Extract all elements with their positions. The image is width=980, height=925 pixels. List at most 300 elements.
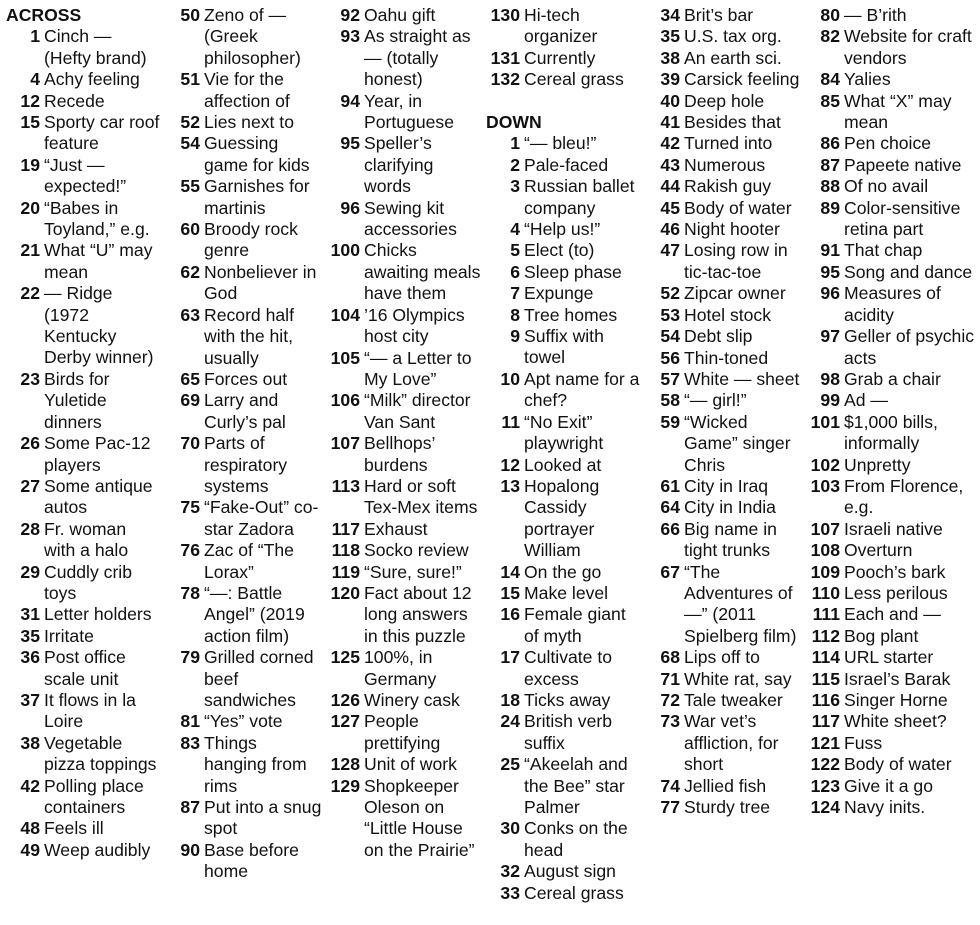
clue-number: 102 bbox=[810, 454, 840, 475]
clue-number: 85 bbox=[820, 90, 840, 111]
clue-number: 69 bbox=[180, 390, 200, 411]
clue-item bbox=[326, 711, 482, 754]
clue-number: 49 bbox=[20, 839, 40, 860]
clue-number: 54 bbox=[180, 133, 200, 154]
clue-text: Fact about 12 long answers in this puzzle bbox=[364, 582, 472, 646]
clue-text: Conks on the head bbox=[524, 818, 628, 860]
clue-item bbox=[326, 476, 482, 519]
clue-number: 110 bbox=[811, 582, 840, 603]
clue-number: 113 bbox=[331, 475, 360, 496]
clue-number: 4 bbox=[30, 69, 40, 90]
clue-number: 5 bbox=[510, 240, 520, 261]
clue-column-2 bbox=[166, 5, 322, 883]
clue-column-5 bbox=[646, 5, 806, 818]
clue-number: 129 bbox=[330, 775, 360, 796]
clue-text: — Ridge (1972 Kentucky Derby winner) bbox=[44, 283, 154, 368]
clue-number: 18 bbox=[500, 689, 520, 710]
clue-number: 82 bbox=[820, 26, 840, 47]
clue-text: Expunge bbox=[524, 283, 594, 304]
clue-number: 24 bbox=[500, 711, 520, 732]
clue-text: Navy inits. bbox=[844, 797, 926, 818]
clue-item bbox=[646, 647, 806, 668]
clue-number: 77 bbox=[660, 797, 680, 818]
clue-number: 64 bbox=[660, 497, 680, 518]
clue-item bbox=[166, 133, 322, 176]
clue-column-3 bbox=[326, 5, 482, 861]
clue-item bbox=[646, 797, 806, 818]
clue-item bbox=[486, 754, 642, 818]
clue-number: 91 bbox=[820, 240, 840, 261]
clue-text: Cuddly crib toys bbox=[44, 561, 133, 603]
clue-item bbox=[806, 26, 976, 69]
clue-number: 67 bbox=[660, 561, 680, 582]
clue-number: 41 bbox=[660, 112, 680, 133]
clue-text: Unit of work bbox=[364, 754, 457, 775]
clue-text: “Milk” director Van Sant bbox=[364, 390, 471, 432]
clue-item bbox=[6, 626, 162, 647]
clue-text: Grilled corned beef sandwiches bbox=[204, 647, 314, 710]
clue-text: Carsick feeling bbox=[684, 69, 800, 90]
clue-number: 11 bbox=[501, 411, 520, 432]
clue-text: Shopkeeper Oleson on “Little House on the Prairie” bbox=[364, 775, 475, 860]
clue-text: Weep audibly bbox=[44, 839, 151, 860]
clue-text: Zeno of — (Greek philosopher) bbox=[204, 5, 301, 68]
clue-item bbox=[646, 155, 806, 176]
clue-number: 36 bbox=[20, 647, 40, 668]
clue-number: 56 bbox=[660, 347, 680, 368]
clue-text: Papeete native bbox=[844, 154, 962, 175]
clue-text: Of no avail bbox=[844, 176, 929, 197]
clue-text: Besides that bbox=[684, 112, 781, 133]
clue-item bbox=[806, 711, 976, 732]
clue-number: 38 bbox=[20, 732, 40, 753]
clue-text: Polling place containers bbox=[44, 775, 144, 818]
clue-number: 88 bbox=[820, 176, 840, 197]
clue-text: Body of water bbox=[844, 754, 952, 775]
clue-item bbox=[806, 797, 976, 818]
clue-number: 30 bbox=[500, 818, 520, 839]
clue-number: 98 bbox=[820, 368, 840, 389]
clue-text: Female giant of myth bbox=[524, 604, 626, 646]
clue-text: City in India bbox=[684, 497, 776, 518]
clue-item bbox=[486, 219, 642, 240]
clue-text: Things hanging from rims bbox=[204, 732, 307, 796]
clue-number: 60 bbox=[180, 219, 200, 240]
clue-text: Exhaust bbox=[364, 518, 428, 539]
clue-item bbox=[486, 305, 642, 326]
clue-text: Some antique autos bbox=[44, 475, 153, 518]
clue-text: “No Exit” playwright bbox=[524, 411, 604, 454]
clue-item bbox=[646, 69, 806, 90]
clue-number: 115 bbox=[811, 668, 840, 689]
clue-number: 35 bbox=[20, 625, 40, 646]
clue-text: What “X” may mean bbox=[844, 90, 952, 133]
clue-text: Debt slip bbox=[684, 326, 753, 347]
clue-item bbox=[806, 5, 976, 26]
clue-number: 79 bbox=[180, 647, 200, 668]
clue-item bbox=[486, 283, 642, 304]
clue-text: Forces out bbox=[204, 368, 288, 389]
clue-item bbox=[806, 562, 976, 583]
clue-number: 21 bbox=[20, 240, 40, 261]
clue-item bbox=[486, 176, 642, 219]
clue-text: Night hooter bbox=[684, 219, 780, 240]
clue-item bbox=[646, 562, 806, 648]
clue-text: Song and dance bbox=[844, 261, 973, 282]
clue-number: 105 bbox=[330, 347, 360, 368]
clue-item bbox=[6, 433, 162, 476]
clue-item bbox=[646, 240, 806, 283]
clue-text: Feels ill bbox=[44, 818, 104, 839]
clue-text: Body of water bbox=[684, 197, 792, 218]
clue-number: 107 bbox=[330, 433, 360, 454]
clue-item bbox=[166, 369, 322, 390]
clue-number: 96 bbox=[820, 283, 840, 304]
clue-number: 108 bbox=[810, 540, 840, 561]
clue-number: 42 bbox=[660, 133, 680, 154]
clue-number: 87 bbox=[180, 797, 200, 818]
clue-number: 42 bbox=[20, 775, 40, 796]
clue-item bbox=[646, 133, 806, 154]
clue-item bbox=[646, 669, 806, 690]
clue-text: Cereal grass bbox=[524, 69, 624, 90]
clue-text: White sheet? bbox=[844, 711, 947, 732]
clue-number: 1 bbox=[30, 26, 40, 47]
clue-item bbox=[326, 754, 482, 775]
clue-number: 72 bbox=[660, 690, 680, 710]
clue-item bbox=[6, 240, 162, 283]
clue-item bbox=[806, 476, 976, 519]
clue-item bbox=[646, 26, 806, 47]
clue-item bbox=[646, 690, 806, 711]
clue-item bbox=[646, 497, 806, 518]
clue-text: Achy feeling bbox=[44, 69, 140, 90]
clue-item bbox=[806, 390, 976, 411]
clue-text: “Akeelah and the Bee” star Palmer bbox=[524, 754, 628, 817]
clue-item bbox=[166, 797, 322, 840]
clue-number: 54 bbox=[660, 326, 680, 347]
clue-number: 39 bbox=[660, 69, 680, 90]
clue-number: 37 bbox=[20, 689, 40, 710]
clue-item bbox=[486, 5, 642, 48]
clue-text: Speller’s clarifying words bbox=[364, 133, 434, 197]
clue-text: Cultivate to excess bbox=[524, 647, 613, 689]
clue-item bbox=[326, 647, 482, 690]
clue-item bbox=[6, 91, 162, 112]
clue-item bbox=[326, 390, 482, 433]
clue-number: 103 bbox=[810, 475, 840, 496]
clue-item bbox=[806, 176, 976, 197]
clue-item bbox=[6, 155, 162, 198]
clue-item bbox=[806, 604, 976, 625]
clue-number: 52 bbox=[180, 112, 200, 133]
clue-number: 15 bbox=[20, 112, 40, 133]
clue-item bbox=[806, 240, 976, 261]
clue-text: Suffix with towel bbox=[524, 326, 604, 368]
clue-number: 8 bbox=[510, 304, 520, 325]
clue-text: “— girl!” bbox=[684, 390, 747, 411]
clue-item bbox=[806, 733, 976, 754]
clue-text: Base before home bbox=[204, 839, 299, 882]
clue-number: 33 bbox=[500, 882, 520, 903]
clue-text: Sleep phase bbox=[524, 261, 622, 282]
clue-text: “Wicked Game” singer Chris bbox=[684, 411, 791, 475]
clue-item bbox=[166, 176, 322, 219]
clue-text: ’16 Olympics host city bbox=[364, 304, 465, 347]
clue-item bbox=[6, 283, 162, 369]
clue-item bbox=[166, 262, 322, 305]
clue-number: 17 bbox=[500, 647, 520, 668]
clue-item bbox=[806, 283, 976, 326]
clue-number: 114 bbox=[811, 647, 840, 668]
clue-text: Less perilous bbox=[844, 582, 948, 603]
clue-number: 99 bbox=[820, 390, 840, 411]
clue-number: 13 bbox=[500, 475, 520, 496]
clue-number: 12 bbox=[20, 90, 40, 111]
clue-number: 73 bbox=[660, 711, 680, 732]
clue-item bbox=[166, 390, 322, 433]
clue-item bbox=[326, 198, 482, 241]
clue-item bbox=[806, 412, 976, 455]
clue-item bbox=[646, 91, 806, 112]
clue-item bbox=[6, 818, 162, 839]
clue-text: Chicks awaiting meals have them bbox=[364, 240, 481, 304]
clue-text: Hard or soft Tex-Mex items bbox=[364, 475, 478, 518]
clue-item bbox=[806, 690, 976, 711]
clue-item bbox=[166, 219, 322, 262]
clue-number: 50 bbox=[180, 5, 200, 25]
clue-item bbox=[6, 604, 162, 625]
clue-number: 68 bbox=[660, 647, 680, 668]
clue-text: “Just — expected!” bbox=[44, 154, 127, 197]
clue-number: 53 bbox=[660, 304, 680, 325]
clue-number: 14 bbox=[500, 561, 520, 582]
clue-item bbox=[806, 754, 976, 775]
clue-item bbox=[486, 369, 642, 412]
clue-text: Grab a chair bbox=[844, 368, 941, 389]
clue-number: 59 bbox=[660, 411, 680, 432]
clue-number: 28 bbox=[20, 518, 40, 539]
clue-text: Geller of psychic acts bbox=[844, 326, 975, 368]
clue-text: Birds for Yuletide dinners bbox=[44, 368, 110, 432]
clue-text: Give it a go bbox=[844, 775, 933, 796]
clue-number: 32 bbox=[500, 861, 520, 882]
clue-number: 131 bbox=[490, 47, 520, 68]
clue-item bbox=[646, 283, 806, 304]
clue-item bbox=[486, 155, 642, 176]
clue-number: 23 bbox=[20, 368, 40, 389]
clue-text: Tale tweaker bbox=[684, 690, 783, 710]
clue-text: Irritate bbox=[44, 625, 94, 646]
clue-text: Broody rock genre bbox=[204, 219, 298, 261]
clue-column-4 bbox=[486, 5, 642, 904]
clue-item bbox=[806, 669, 976, 690]
clue-text: Cereal grass bbox=[524, 882, 624, 903]
clue-number: 80 bbox=[820, 5, 840, 25]
clue-text: 100%, in Germany bbox=[364, 647, 437, 689]
clue-item bbox=[486, 861, 642, 882]
clue-text: Hotel stock bbox=[684, 304, 772, 325]
clue-number: 46 bbox=[660, 219, 680, 240]
clue-text: Letter holders bbox=[44, 604, 152, 625]
clue-item bbox=[486, 455, 642, 476]
clue-number: 51 bbox=[180, 69, 200, 90]
clue-number: 44 bbox=[660, 176, 680, 197]
clue-text: Brit’s bar bbox=[684, 5, 754, 25]
clue-text: Losing row in tic-tac-toe bbox=[684, 240, 788, 282]
clue-number: 116 bbox=[811, 690, 840, 710]
clue-text: Singer Horne bbox=[844, 690, 948, 710]
clue-text: Deep hole bbox=[684, 90, 765, 111]
clue-item bbox=[486, 883, 642, 904]
clue-number: 117 bbox=[331, 518, 360, 539]
clue-number: 61 bbox=[660, 475, 680, 496]
clue-item bbox=[6, 733, 162, 776]
clue-text: Ticks away bbox=[524, 689, 611, 710]
clue-number: 123 bbox=[810, 775, 840, 796]
clue-item bbox=[166, 647, 322, 711]
clue-text: Big name in tight trunks bbox=[684, 518, 777, 561]
clue-number: 125 bbox=[330, 647, 360, 668]
clue-item bbox=[166, 583, 322, 647]
clue-item bbox=[6, 198, 162, 241]
clue-number: 57 bbox=[660, 368, 680, 389]
clue-number: 4 bbox=[510, 219, 520, 240]
clue-text: Lips off to bbox=[684, 647, 760, 668]
clue-number: 111 bbox=[812, 604, 840, 625]
clue-item bbox=[646, 219, 806, 240]
clue-number: 100 bbox=[330, 240, 360, 261]
clue-item bbox=[486, 647, 642, 690]
clue-number: 12 bbox=[500, 454, 520, 475]
clue-number: 26 bbox=[20, 433, 40, 454]
clue-number: 107 bbox=[810, 518, 840, 539]
clue-text: Israeli native bbox=[844, 518, 943, 539]
clue-number: 132 bbox=[490, 69, 520, 90]
clue-text: Year, in Portuguese bbox=[364, 90, 454, 133]
clue-number: 52 bbox=[660, 283, 680, 304]
clue-text: Zac of “The Lorax” bbox=[204, 540, 294, 582]
clue-text: Lies next to bbox=[204, 112, 294, 133]
clue-number: 101 bbox=[810, 411, 840, 432]
clue-item bbox=[486, 818, 642, 861]
clue-item bbox=[326, 583, 482, 647]
clue-item bbox=[806, 626, 976, 647]
clue-number: 95 bbox=[820, 261, 840, 282]
clue-text: Each and — bbox=[844, 604, 941, 625]
clue-text: Fr. woman with a halo bbox=[44, 518, 129, 561]
clue-number: 75 bbox=[180, 497, 200, 518]
clue-text: “The Adventures of —” (2011 Spielberg film) bbox=[684, 561, 797, 646]
clue-number: 97 bbox=[820, 326, 840, 347]
clue-item bbox=[166, 112, 322, 133]
clue-item bbox=[486, 262, 642, 283]
clue-item bbox=[646, 112, 806, 133]
clue-text: From Florence, e.g. bbox=[844, 475, 964, 518]
across-continued bbox=[486, 5, 642, 91]
clue-number: 6 bbox=[510, 261, 520, 282]
clue-number: 1 bbox=[510, 133, 520, 154]
clue-item bbox=[646, 369, 806, 390]
clue-text: People prettifying bbox=[364, 711, 441, 753]
clue-item bbox=[646, 305, 806, 326]
clue-text: Rakish guy bbox=[684, 176, 772, 197]
clue-item bbox=[326, 433, 482, 476]
clue-text: Sturdy tree bbox=[684, 797, 771, 818]
clue-text: Nonbeliever in God bbox=[204, 261, 317, 304]
clue-text: Hopalong Cassidy portrayer William bbox=[524, 475, 600, 561]
clue-number: 71 bbox=[660, 668, 680, 689]
clue-number: 43 bbox=[660, 154, 680, 175]
clue-item bbox=[166, 711, 322, 732]
clue-text: Pale-faced bbox=[524, 154, 609, 175]
clue-item bbox=[646, 476, 806, 497]
clue-text: On the go bbox=[524, 561, 602, 582]
clue-text: War vet’s affliction, for short bbox=[684, 711, 779, 775]
clue-text: “Babes in Toyland,” e.g. bbox=[44, 197, 150, 240]
clue-number: 81 bbox=[180, 711, 200, 732]
clue-text: Fuss bbox=[844, 732, 883, 753]
clue-number: 84 bbox=[820, 69, 840, 90]
clue-text: Looked at bbox=[524, 454, 602, 475]
clue-item bbox=[486, 583, 642, 604]
clue-text: Record half with the hit, usually bbox=[204, 304, 294, 368]
clue-text: Tree homes bbox=[524, 304, 618, 325]
clue-text: Apt name for a chef? bbox=[524, 368, 640, 411]
clue-text: Bog plant bbox=[844, 625, 919, 646]
clue-item bbox=[486, 412, 642, 455]
clue-item bbox=[326, 26, 482, 90]
clue-item bbox=[806, 455, 976, 476]
clue-number: 78 bbox=[180, 582, 200, 603]
clue-text: White — sheet bbox=[684, 368, 800, 389]
clue-number: 40 bbox=[660, 90, 680, 111]
clue-text: “— a Letter to My Love” bbox=[364, 347, 472, 389]
clue-item bbox=[166, 5, 322, 69]
clue-text: White rat, say bbox=[684, 668, 792, 689]
clue-item bbox=[326, 133, 482, 197]
clue-number: 20 bbox=[20, 197, 40, 218]
clue-number: 22 bbox=[20, 283, 40, 304]
clue-text: Numerous bbox=[684, 154, 766, 175]
clue-number: 48 bbox=[20, 818, 40, 839]
clue-item bbox=[326, 348, 482, 391]
clue-number: 3 bbox=[510, 176, 520, 197]
clue-item bbox=[166, 497, 322, 540]
clue-item bbox=[326, 91, 482, 134]
clue-number: 62 bbox=[180, 261, 200, 282]
clue-number: 27 bbox=[20, 475, 40, 496]
clue-text: “Fake-Out” co-star Zadora bbox=[204, 497, 319, 539]
clue-item bbox=[166, 305, 322, 369]
clue-item bbox=[6, 69, 162, 90]
clue-number: 76 bbox=[180, 540, 200, 561]
clue-text: Garnishes for martinis bbox=[204, 176, 310, 218]
clue-number: 89 bbox=[820, 197, 840, 218]
clue-text: “Sure, sure!” bbox=[364, 561, 462, 582]
clue-item bbox=[6, 369, 162, 433]
clue-text: Oahu gift bbox=[364, 5, 436, 25]
clue-item bbox=[646, 48, 806, 69]
clue-text: Larry and Curly’s pal bbox=[204, 390, 286, 432]
clue-text: Hi-tech organizer bbox=[524, 5, 598, 47]
clue-item bbox=[806, 647, 976, 668]
clue-text: U.S. tax org. bbox=[684, 26, 782, 47]
clue-number: 7 bbox=[510, 283, 520, 304]
clue-number: 96 bbox=[340, 197, 360, 218]
clue-item bbox=[326, 562, 482, 583]
clue-item bbox=[806, 326, 976, 369]
